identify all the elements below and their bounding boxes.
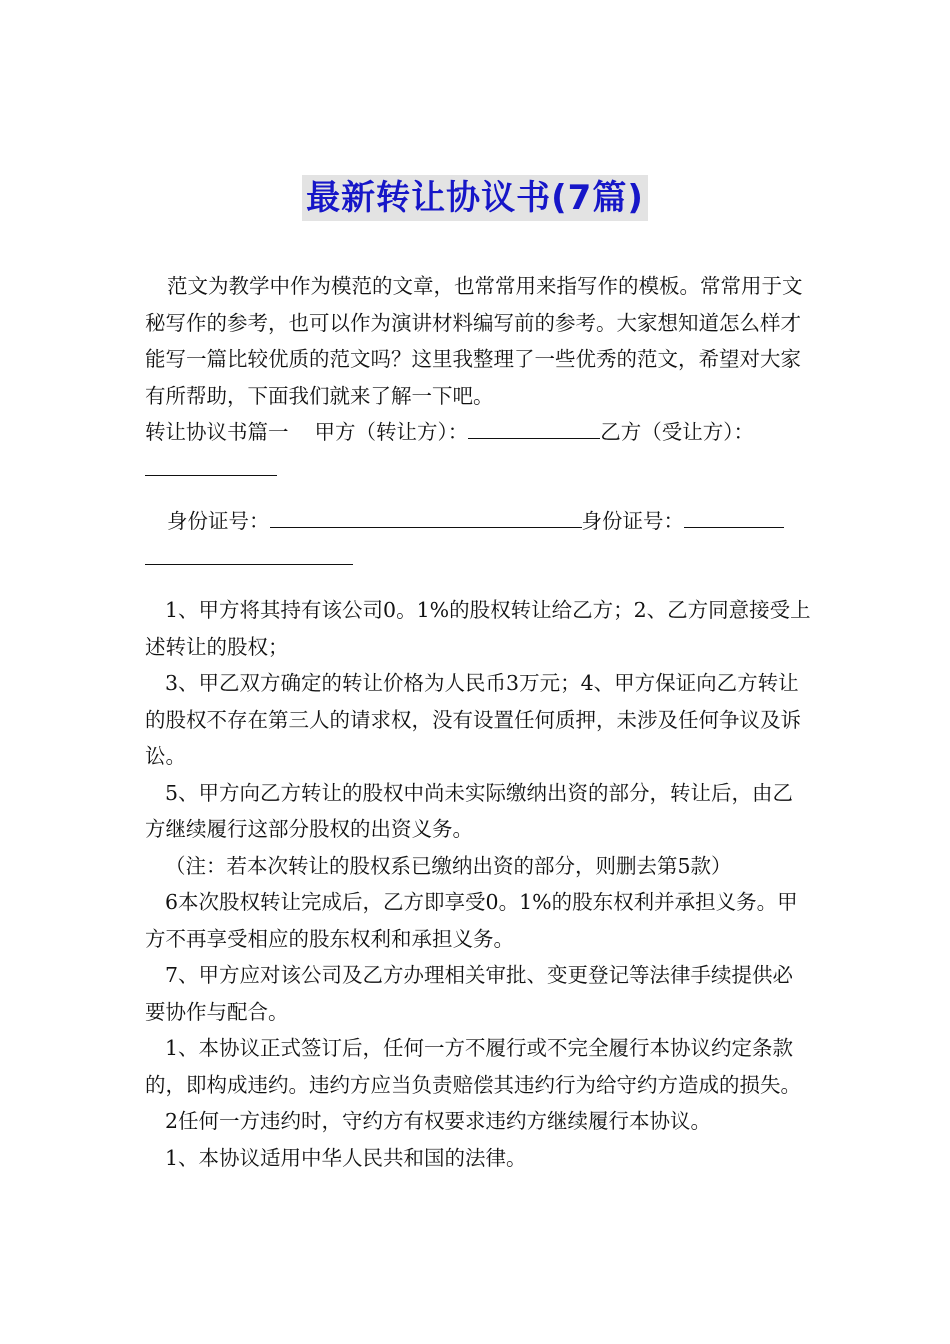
intro-paragraph: 范文为教学中作为模范的文章，也常常用来指写作的模板。常常用于文秘写作的参考，也可以作为演讲材料编写前的参考。大家想知道怎么样才能写一篇比较优质的范文吗？这里我整理了一些优秀的范文，希望对大家有所帮助，下面我们就来了解一下吧。 xyxy=(145,274,803,408)
spacer xyxy=(145,576,813,592)
id-b-blank-continued xyxy=(145,544,353,565)
party-a-blank xyxy=(468,418,600,439)
clause-paragraph: 5、甲方向乙方转让的股权中尚未实际缴纳出资的部分，转让后，由乙方继续履行这部分股权的出资义务。 xyxy=(145,780,794,841)
party-b-label: 乙方（受让方）： xyxy=(600,420,754,444)
id-line xyxy=(145,503,813,576)
clause-paragraph: 1、甲方将其持有该公司0。1%的股权转让给乙方；2、乙方同意接受上述转让的股权； xyxy=(145,598,811,659)
clause-paragraph: 1、本协议适用中华人民共和国的法律。 xyxy=(165,1145,527,1170)
clause-paragraph: 6本次股权转让完成后，乙方即享受0。1%的股东权利并承担义务。甲方不再享受相应的股东权利和承担义务。 xyxy=(145,890,798,951)
clause-paragraph: 7、甲方应对该公司及乙方办理相关审批、变更登记等法律手续提供必要协作与配合。 xyxy=(145,963,794,1024)
clause-paragraph: 2任何一方违约时，守约方有权要求违约方继续履行本协议。 xyxy=(165,1109,712,1133)
title-block xyxy=(0,175,950,221)
id-b-blank xyxy=(684,507,784,528)
spacer xyxy=(145,487,813,503)
clause-note: （注：若本次转让的股权系已缴纳出资的部分，则删去第5款） xyxy=(165,853,732,878)
document-body xyxy=(145,268,813,1176)
id-label-b: 身份证号： xyxy=(581,509,684,533)
section-heading: 转让协议书篇一 xyxy=(145,420,289,444)
clause-paragraph: 3、甲乙双方确定的转让价格为人民币3万元；4、甲方保证向乙方转让的股权不存在第三人的请求权，没有设置任何质押，未涉及任何争议及诉讼。 xyxy=(145,671,801,768)
clause-paragraph: 1、本协议正式签订后，任何一方不履行或不完全履行本协议约定条款的，即构成违约。违约方应当负责赔偿其违约行为给守约方造成的损失。 xyxy=(145,1036,801,1097)
parties-line xyxy=(145,414,813,487)
id-label-a: 身份证号： xyxy=(167,509,270,533)
id-a-blank xyxy=(270,507,582,528)
document-title: 最新转让协议书(7篇) xyxy=(302,175,648,221)
party-b-blank xyxy=(145,455,277,476)
party-a-label: 甲方（转让方）： xyxy=(314,420,469,444)
